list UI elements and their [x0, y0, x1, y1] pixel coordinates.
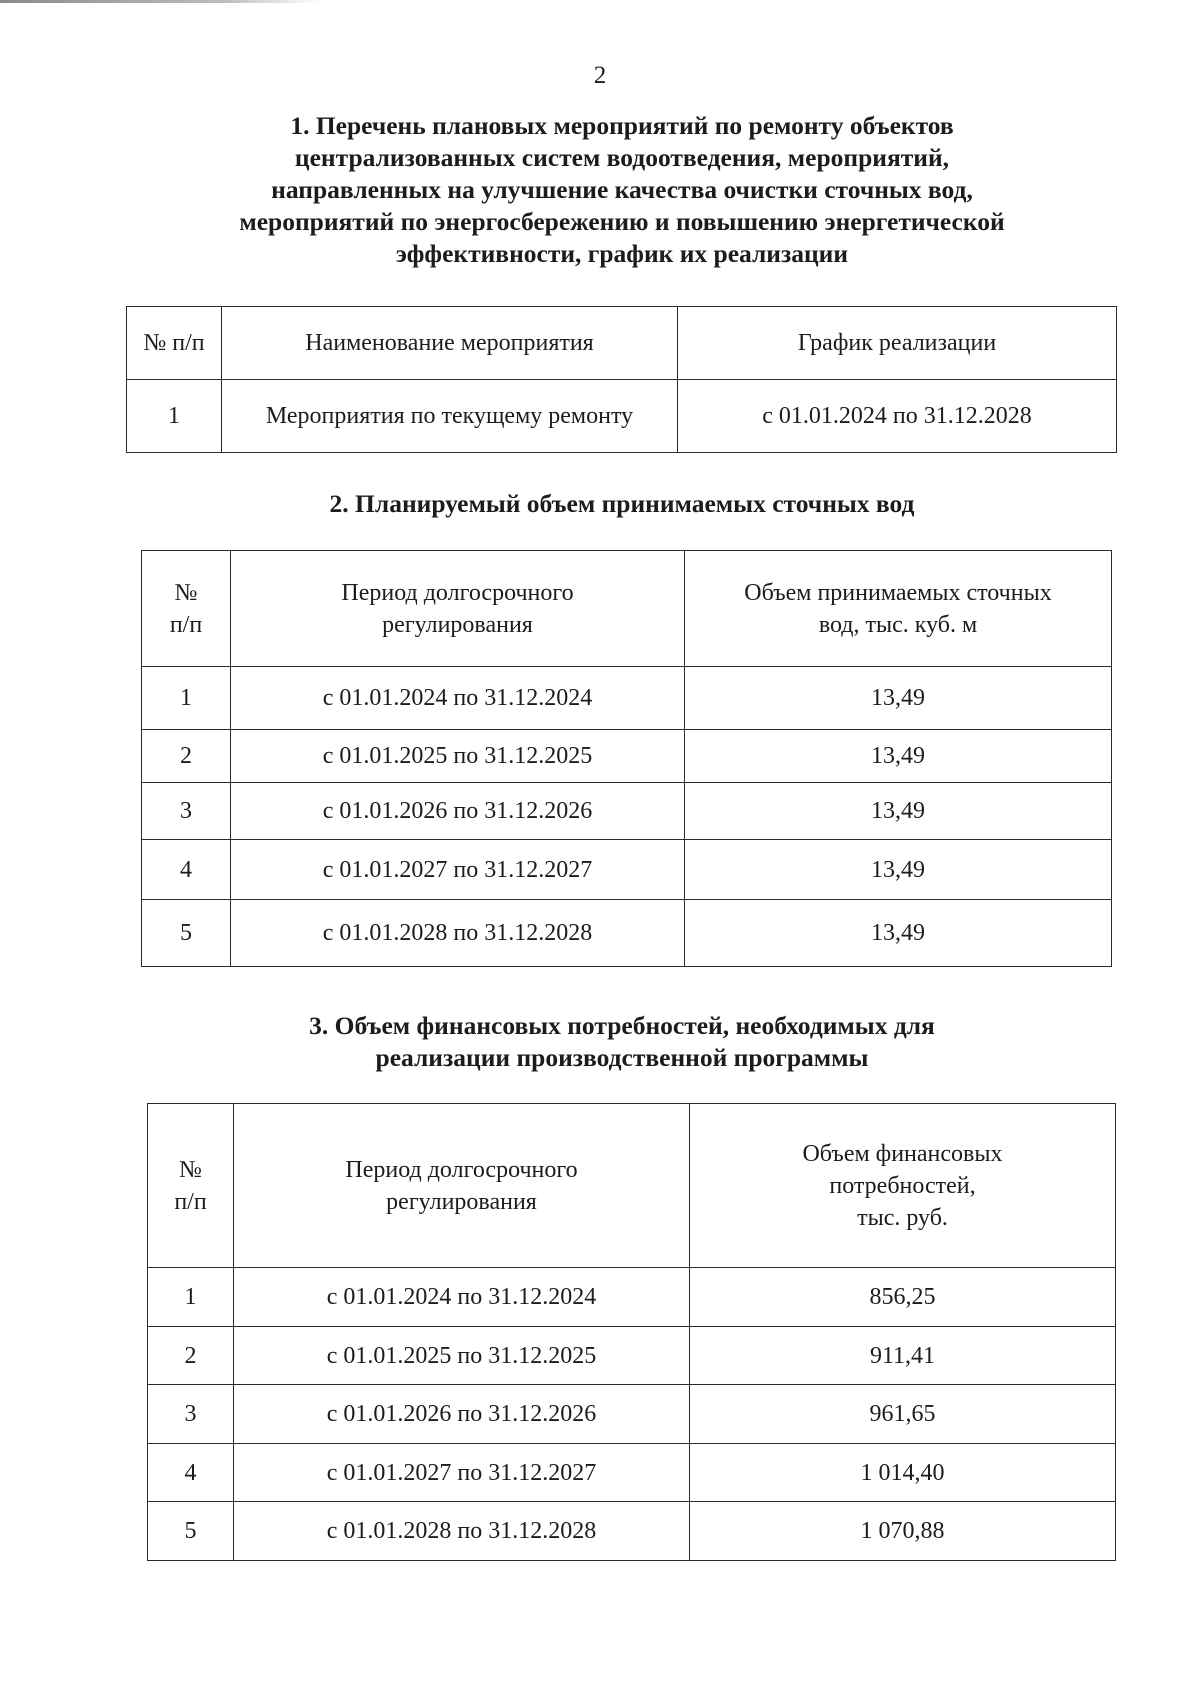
period: с 01.01.2025 по 31.12.2025: [234, 1327, 690, 1385]
table-row: [142, 900, 1112, 967]
table-row: [148, 1268, 1116, 1327]
row-number: 5: [148, 1502, 234, 1561]
volume-value: 13,49: [685, 783, 1112, 840]
header-line: Период долгосрочного: [341, 579, 574, 606]
header-line: Объем финансовых: [802, 1140, 1003, 1167]
column-header-activity-name: Наименование мероприятия: [222, 307, 678, 380]
section-1-title-line: мероприятий по энергосбережению и повышению энергетической: [239, 207, 1005, 236]
header-line: п/п: [174, 1188, 207, 1215]
section-1-title-line: 1. Перечень плановых мероприятий по ремонту объектов: [290, 111, 954, 140]
period: с 01.01.2028 по 31.12.2028: [234, 1502, 690, 1561]
row-number: 3: [148, 1385, 234, 1444]
header-line: п/п: [169, 611, 203, 638]
header-line: №: [174, 579, 198, 606]
financial-value: 961,65: [690, 1385, 1116, 1444]
section-2-title-line: 2. Планируемый объем принимаемых сточных вод: [329, 489, 915, 518]
financial-value: 1 014,40: [690, 1444, 1116, 1502]
section-3-title-line: 3. Объем финансовых потребностей, необходимых для: [309, 1011, 935, 1040]
row-number: 2: [142, 730, 231, 783]
financial-needs-table: [147, 1103, 1116, 1561]
header-line: Период долгосрочного: [345, 1156, 578, 1183]
table-row: [142, 840, 1112, 900]
volume-value: 13,49: [685, 730, 1112, 783]
financial-value: 856,25: [690, 1268, 1116, 1327]
period: с 01.01.2026 по 31.12.2026: [234, 1385, 690, 1444]
row-number: 5: [142, 900, 231, 967]
financial-value: 911,41: [690, 1327, 1116, 1385]
column-header-financial-needs: [690, 1104, 1116, 1268]
table-row: [148, 1327, 1116, 1385]
row-number: 1: [127, 380, 222, 453]
scan-edge-mark: [0, 0, 320, 3]
header-line: регулирования: [386, 1188, 537, 1215]
section-3-title-line: реализации производственной программы: [375, 1043, 869, 1072]
header-line: №: [179, 1156, 202, 1183]
activity-name: Мероприятия по текущему ремонту: [222, 380, 678, 453]
table-row: [148, 1502, 1116, 1561]
row-number: 4: [142, 840, 231, 900]
financial-value: 1 070,88: [690, 1502, 1116, 1561]
table-row: [142, 730, 1112, 783]
column-header-period: [234, 1104, 690, 1268]
section-1-title-line: направленных на улучшение качества очистки сточных вод,: [271, 175, 973, 204]
table-row: [142, 783, 1112, 840]
header-line: Объем принимаемых сточных: [744, 579, 1052, 606]
volume-value: 13,49: [685, 667, 1112, 730]
schedule-period: с 01.01.2024 по 31.12.2028: [678, 380, 1117, 453]
period: с 01.01.2027 по 31.12.2027: [234, 1444, 690, 1502]
row-number: 2: [148, 1327, 234, 1385]
header-line: вод, тыс. куб. м: [818, 611, 978, 638]
column-header-number: [148, 1104, 234, 1268]
table-header-row: [148, 1104, 1116, 1268]
period: с 01.01.2024 по 31.12.2024: [234, 1268, 690, 1327]
table-row: [148, 1444, 1116, 1502]
section-1-title-line: централизованных систем водоотведения, мероприятий,: [294, 143, 950, 172]
table-header-row: [142, 551, 1112, 667]
period: с 01.01.2025 по 31.12.2025: [231, 730, 685, 783]
section-1-title: [0, 110, 1200, 270]
table-row: [127, 380, 1117, 453]
period: с 01.01.2028 по 31.12.2028: [231, 900, 685, 967]
header-line: потребностей,: [829, 1172, 976, 1199]
table-row: [142, 667, 1112, 730]
row-number: 1: [148, 1268, 234, 1327]
section-3-title: [0, 1010, 1200, 1074]
volume-value: 13,49: [685, 840, 1112, 900]
period: с 01.01.2027 по 31.12.2027: [231, 840, 685, 900]
row-number: 1: [142, 667, 231, 730]
header-line: тыс. руб.: [857, 1204, 948, 1231]
wastewater-volume-table: [141, 550, 1112, 967]
activities-table: [126, 306, 1117, 453]
period: с 01.01.2026 по 31.12.2026: [231, 783, 685, 840]
table-header-row: [127, 307, 1117, 380]
column-header-period: [231, 551, 685, 667]
row-number: 4: [148, 1444, 234, 1502]
column-header-number: [142, 551, 231, 667]
period: с 01.01.2024 по 31.12.2024: [231, 667, 685, 730]
column-header-number: № п/п: [127, 307, 222, 380]
section-1-title-line: эффективности, график их реализации: [395, 239, 849, 268]
section-2-title: [0, 488, 1200, 520]
column-header-schedule: График реализации: [678, 307, 1117, 380]
row-number: 3: [142, 783, 231, 840]
volume-value: 13,49: [685, 900, 1112, 967]
column-header-volume: [685, 551, 1112, 667]
page-number: 2: [593, 62, 607, 89]
header-line: регулирования: [382, 611, 533, 638]
table-row: [148, 1385, 1116, 1444]
